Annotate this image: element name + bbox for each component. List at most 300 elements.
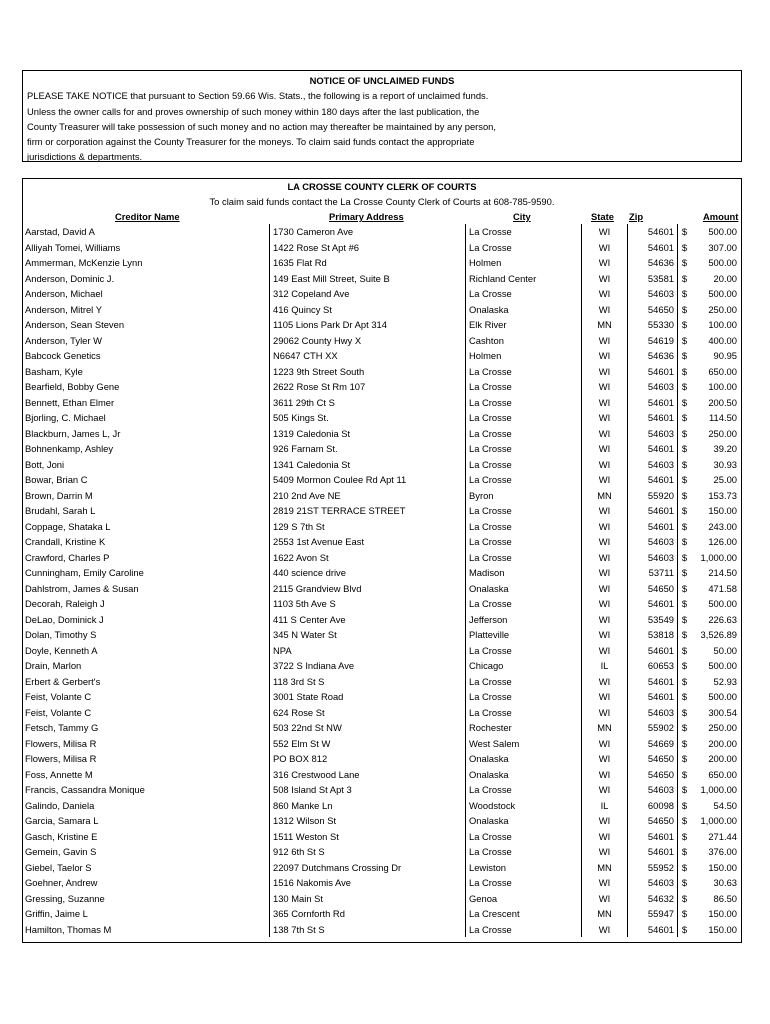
creditor-name-cell: Bohnenkamp, Ashley — [25, 443, 114, 454]
column-header-address: Primary Address — [329, 211, 404, 222]
address-cell: 3722 S Indiana Ave — [269, 658, 465, 674]
currency-symbol-cell: $ — [677, 410, 691, 426]
city-cell: La Crosse — [465, 875, 581, 891]
amount-cell: 226.63 — [708, 613, 737, 625]
zip-cell: 54601 — [627, 364, 677, 380]
currency-symbol-cell: $ — [677, 643, 691, 659]
currency-symbol-cell: $ — [677, 798, 691, 814]
table-row — [23, 441, 741, 457]
address-cell: 1730 Cameron Ave — [269, 224, 465, 240]
city-cell: Holmen — [465, 255, 581, 271]
state-cell: WI — [581, 581, 627, 597]
amount-cell: 100.00 — [708, 319, 737, 330]
column-header-amount: Amount — [703, 211, 739, 222]
currency-symbol-cell: $ — [677, 596, 691, 612]
city-cell: La Crosse — [465, 426, 581, 442]
column-header-name: Creditor Name — [115, 211, 180, 222]
amount-cell: 500.00 — [708, 257, 737, 268]
creditor-name-cell: Hamilton, Thomas M — [25, 923, 112, 935]
creditor-name-cell: Garcia, Samara L — [25, 815, 99, 826]
amount-cell: 150.00 — [708, 505, 737, 516]
zip-cell: 54601 — [627, 240, 677, 256]
zip-cell: 54601 — [627, 674, 677, 690]
amount-cell: 500.00 — [708, 226, 737, 237]
address-cell: 1223 9th Street South — [269, 364, 465, 380]
creditor-name-cell: Crandall, Kristine K — [25, 536, 106, 547]
table-row — [23, 488, 741, 504]
table-row — [23, 767, 741, 783]
zip-cell: 60098 — [627, 798, 677, 814]
city-cell: La Crosse — [465, 395, 581, 411]
amount-cell: 400.00 — [708, 334, 737, 346]
amount-cell: 243.00 — [708, 520, 737, 532]
column-header-zip: Zip — [629, 211, 644, 222]
state-cell: WI — [581, 224, 627, 240]
table-row — [23, 271, 741, 287]
address-cell: 2553 1st Avenue East — [269, 534, 465, 550]
state-cell: WI — [581, 689, 627, 705]
currency-symbol-cell: $ — [677, 472, 691, 488]
city-cell: Madison — [465, 565, 581, 581]
currency-symbol-cell: $ — [677, 612, 691, 628]
amount-cell: 52.93 — [713, 675, 737, 687]
zip-cell: 54650 — [627, 767, 677, 783]
creditor-name-cell: Alliyah Tomei, Williams — [25, 241, 121, 253]
zip-cell: 54601 — [627, 689, 677, 705]
currency-symbol-cell: $ — [677, 860, 691, 876]
creditor-name-cell: Flowers, Milisa R — [25, 737, 97, 749]
creditor-name-cell: Blackburn, James L, Jr — [25, 427, 121, 439]
city-cell: La Crosse — [465, 705, 581, 721]
state-cell: WI — [581, 627, 627, 643]
zip-cell: 55920 — [627, 488, 677, 504]
table-row — [23, 705, 741, 721]
zip-cell: 60653 — [627, 658, 677, 674]
creditor-name-cell: Cunningham, Emily Caroline — [25, 567, 144, 578]
amount-cell: 250.00 — [708, 427, 737, 439]
amount-cell: 1,000.00 — [700, 815, 737, 826]
address-cell: 130 Main St — [269, 891, 465, 907]
creditor-name-cell: Babcock Genetics — [25, 350, 101, 361]
creditor-name-cell: Crawford, Charles P — [25, 551, 110, 563]
state-cell: WI — [581, 348, 627, 364]
city-cell: La Crosse — [465, 643, 581, 659]
zip-cell: 54601 — [627, 441, 677, 457]
creditor-name-cell: Bott, Joni — [25, 458, 65, 470]
zip-cell: 54601 — [627, 922, 677, 938]
amount-cell: 90.95 — [713, 350, 737, 361]
address-cell: 1422 Rose St Apt #6 — [269, 240, 465, 256]
currency-symbol-cell: $ — [677, 240, 691, 256]
creditor-name-cell: Brown, Darrin M — [25, 489, 93, 501]
amount-cell: 214.50 — [708, 567, 737, 578]
city-cell: Byron — [465, 488, 581, 504]
amount-cell: 650.00 — [708, 768, 737, 780]
address-cell: 210 2nd Ave NE — [269, 488, 465, 504]
amount-cell: 30.93 — [713, 458, 737, 470]
currency-symbol-cell: $ — [677, 581, 691, 597]
table-row — [23, 829, 741, 845]
address-cell: 2115 Grandview Blvd — [269, 581, 465, 597]
creditor-name-cell: Bjorling, C. Michael — [25, 412, 106, 423]
table-row — [23, 286, 741, 302]
table-row — [23, 875, 741, 891]
address-cell: PO BOX 812 — [269, 751, 465, 767]
city-cell: Holmen — [465, 348, 581, 364]
state-cell: WI — [581, 705, 627, 721]
section-subtitle: To claim said funds contact the La Crosse County Clerk of Courts at 608-785-9590. — [209, 196, 555, 207]
notice-line: jurisdictions & departments. — [27, 151, 143, 163]
zip-cell: 54601 — [627, 410, 677, 426]
address-cell: 926 Farnam St. — [269, 441, 465, 457]
table-row — [23, 891, 741, 907]
city-cell: Onalaska — [465, 581, 581, 597]
creditor-name-cell: Bearfield, Bobby Gene — [25, 381, 120, 392]
amount-cell: 100.00 — [708, 381, 737, 392]
city-cell: La Crosse — [465, 534, 581, 550]
table-row — [23, 395, 741, 411]
city-cell: Richland Center — [465, 271, 581, 287]
amount-cell: 150.00 — [708, 861, 737, 873]
address-cell: 1622 Avon St — [269, 550, 465, 566]
state-cell: WI — [581, 426, 627, 442]
zip-cell: 54603 — [627, 534, 677, 550]
city-cell: La Crosse — [465, 410, 581, 426]
state-cell: WI — [581, 565, 627, 581]
city-cell: La Crosse — [465, 457, 581, 473]
table-row — [23, 255, 741, 271]
address-cell: 2622 Rose St Rm 107 — [269, 379, 465, 395]
table-row — [23, 224, 741, 240]
table-row — [23, 472, 741, 488]
state-cell: WI — [581, 736, 627, 752]
zip-cell: 54601 — [627, 643, 677, 659]
creditor-name-cell: Fetsch, Tammy G — [25, 722, 99, 733]
city-cell: Platteville — [465, 627, 581, 643]
amount-cell: 150.00 — [708, 908, 737, 919]
currency-symbol-cell: $ — [677, 503, 691, 519]
city-cell: Onalaska — [465, 767, 581, 783]
creditor-name-cell: Feist, Volante C — [25, 691, 92, 702]
creditor-name-cell: DeLao, Dominick J — [25, 613, 104, 625]
state-cell: WI — [581, 829, 627, 845]
table-row — [23, 627, 741, 643]
amount-cell: 126.00 — [708, 536, 737, 547]
address-cell: 149 East Mill Street, Suite B — [269, 271, 465, 287]
city-cell: Cashton — [465, 333, 581, 349]
table-row — [23, 550, 741, 566]
city-cell: Chicago — [465, 658, 581, 674]
creditor-name-cell: Anderson, Michael — [25, 288, 103, 299]
address-cell: 22097 Dutchmans Crossing Dr — [269, 860, 465, 876]
city-cell: La Crosse — [465, 441, 581, 457]
zip-cell: 54601 — [627, 829, 677, 845]
state-cell: MN — [581, 906, 627, 922]
city-cell: La Crosse — [465, 224, 581, 240]
creditor-name-cell: Galindo, Daniela — [25, 799, 95, 811]
zip-cell: 53818 — [627, 627, 677, 643]
table-row — [23, 581, 741, 597]
zip-cell: 54603 — [627, 286, 677, 302]
currency-symbol-cell: $ — [677, 813, 691, 829]
currency-symbol-cell: $ — [677, 348, 691, 364]
currency-symbol-cell: $ — [677, 255, 691, 271]
amount-cell: 153.73 — [708, 489, 737, 501]
currency-symbol-cell: $ — [677, 333, 691, 349]
table-row — [23, 333, 741, 349]
city-cell: Genoa — [465, 891, 581, 907]
table-row — [23, 798, 741, 814]
currency-symbol-cell: $ — [677, 705, 691, 721]
table-body — [23, 224, 741, 937]
address-cell: 138 7th St S — [269, 922, 465, 938]
currency-symbol-cell: $ — [677, 519, 691, 535]
zip-cell: 54632 — [627, 891, 677, 907]
creditor-name-cell: Bowar, Brian C — [25, 474, 88, 485]
amount-cell: 39.20 — [713, 443, 737, 454]
zip-cell: 53549 — [627, 612, 677, 628]
zip-cell: 54603 — [627, 782, 677, 798]
address-cell: 912 6th St S — [269, 844, 465, 860]
currency-symbol-cell: $ — [677, 829, 691, 845]
creditor-name-cell: Griffin, Jaime L — [25, 908, 88, 919]
city-cell: La Crosse — [465, 364, 581, 380]
currency-symbol-cell: $ — [677, 844, 691, 860]
amount-cell: 650.00 — [708, 365, 737, 377]
currency-symbol-cell: $ — [677, 426, 691, 442]
city-cell: Onalaska — [465, 813, 581, 829]
city-cell: Rochester — [465, 720, 581, 736]
table-row — [23, 565, 741, 581]
creditor-name-cell: Francis, Cassandra Monique — [25, 784, 145, 795]
column-header-state: State — [591, 211, 614, 222]
table-row — [23, 519, 741, 535]
city-cell: Lewiston — [465, 860, 581, 876]
currency-symbol-cell: $ — [677, 658, 691, 674]
currency-symbol-cell: $ — [677, 720, 691, 736]
address-cell: 3611 29th Ct S — [269, 395, 465, 411]
amount-cell: 200.00 — [708, 753, 737, 764]
currency-symbol-cell: $ — [677, 395, 691, 411]
creditor-name-cell: Dahlstrom, James & Susan — [25, 582, 139, 594]
currency-symbol-cell: $ — [677, 550, 691, 566]
table-row — [23, 457, 741, 473]
zip-cell: 54603 — [627, 379, 677, 395]
amount-cell: 376.00 — [708, 846, 737, 857]
state-cell: MN — [581, 488, 627, 504]
state-cell: WI — [581, 302, 627, 318]
city-cell: La Crosse — [465, 286, 581, 302]
state-cell: WI — [581, 333, 627, 349]
zip-cell: 54619 — [627, 333, 677, 349]
table-row — [23, 379, 741, 395]
amount-cell: 300.54 — [708, 706, 737, 718]
zip-cell: 54603 — [627, 457, 677, 473]
creditor-name-cell: Anderson, Sean Steven — [25, 319, 125, 330]
amount-cell: 250.00 — [708, 722, 737, 733]
table-row — [23, 612, 741, 628]
table-row — [23, 410, 741, 426]
state-cell: WI — [581, 612, 627, 628]
currency-symbol-cell: $ — [677, 782, 691, 798]
address-cell: 1319 Caledonia St — [269, 426, 465, 442]
amount-cell: 200.50 — [708, 396, 737, 408]
table-row — [23, 302, 741, 318]
amount-cell: 150.00 — [708, 923, 737, 935]
city-cell: La Crosse — [465, 829, 581, 845]
address-cell: 1105 Lions Park Dr Apt 314 — [269, 317, 465, 333]
zip-cell: 54601 — [627, 472, 677, 488]
section-title: LA CROSSE COUNTY CLERK OF COURTS — [287, 181, 477, 192]
city-cell: La Crosse — [465, 519, 581, 535]
state-cell: WI — [581, 472, 627, 488]
table-row — [23, 658, 741, 674]
state-cell: WI — [581, 519, 627, 535]
table-row — [23, 906, 741, 922]
state-cell: MN — [581, 720, 627, 736]
table-row — [23, 348, 741, 364]
zip-cell: 55330 — [627, 317, 677, 333]
zip-cell: 55902 — [627, 720, 677, 736]
table-row — [23, 534, 741, 550]
table-row — [23, 643, 741, 659]
amount-cell: 50.00 — [713, 644, 737, 656]
creditor-name-cell: Goehner, Andrew — [25, 877, 98, 888]
address-cell: 1516 Nakomis Ave — [269, 875, 465, 891]
city-cell: La Crosse — [465, 503, 581, 519]
amount-cell: 307.00 — [708, 241, 737, 253]
creditor-name-cell: Feist, Volante C — [25, 706, 92, 718]
creditor-name-cell: Doyle, Kenneth A — [25, 644, 98, 656]
currency-symbol-cell: $ — [677, 534, 691, 550]
zip-cell: 54603 — [627, 426, 677, 442]
currency-symbol-cell: $ — [677, 627, 691, 643]
address-cell: 411 S Center Ave — [269, 612, 465, 628]
creditor-name-cell: Decorah, Raleigh J — [25, 598, 105, 609]
amount-cell: 1,000.00 — [700, 551, 737, 563]
currency-symbol-cell: $ — [677, 364, 691, 380]
creditor-name-cell: Anderson, Tyler W — [25, 334, 102, 346]
zip-cell: 54603 — [627, 875, 677, 891]
zip-cell: 54601 — [627, 503, 677, 519]
currency-symbol-cell: $ — [677, 302, 691, 318]
address-cell: 1511 Weston St — [269, 829, 465, 845]
creditor-name-cell: Gemein, Gavin S — [25, 846, 97, 857]
clerk-of-courts-table — [22, 178, 742, 943]
zip-cell: 55947 — [627, 906, 677, 922]
zip-cell: 54603 — [627, 550, 677, 566]
currency-symbol-cell: $ — [677, 441, 691, 457]
address-cell: 5409 Mormon Coulee Rd Apt 11 — [269, 472, 465, 488]
amount-cell: 20.00 — [713, 272, 737, 284]
address-cell: 1341 Caledonia St — [269, 457, 465, 473]
city-cell: La Crosse — [465, 596, 581, 612]
amount-cell: 1,000.00 — [700, 784, 737, 795]
city-cell: La Crosse — [465, 782, 581, 798]
zip-cell: 54601 — [627, 844, 677, 860]
state-cell: WI — [581, 891, 627, 907]
address-cell: 118 3rd St S — [269, 674, 465, 690]
notice-line: firm or corporation against the County Treasurer for the moneys. To claim said funds contact the appropriate — [27, 136, 475, 148]
state-cell: WI — [581, 271, 627, 287]
amount-cell: 271.44 — [708, 830, 737, 842]
creditor-name-cell: Brudahl, Sarah L — [25, 505, 96, 516]
state-cell: MN — [581, 860, 627, 876]
state-cell: IL — [581, 658, 627, 674]
zip-cell: 54636 — [627, 255, 677, 271]
address-cell: 1635 Flat Rd — [269, 255, 465, 271]
address-cell: 1103 5th Ave S — [269, 596, 465, 612]
address-cell: 860 Manke Ln — [269, 798, 465, 814]
currency-symbol-cell: $ — [677, 736, 691, 752]
zip-cell: 54650 — [627, 302, 677, 318]
amount-cell: 250.00 — [708, 303, 737, 315]
creditor-name-cell: Bennett, Ethan Elmer — [25, 396, 115, 408]
currency-symbol-cell: $ — [677, 875, 691, 891]
amount-cell: 86.50 — [713, 892, 737, 904]
state-cell: WI — [581, 550, 627, 566]
city-cell: La Crosse — [465, 922, 581, 938]
currency-symbol-cell: $ — [677, 224, 691, 240]
notice-line: County Treasurer will take possession of such money and no action may thereafter be maintained by any person, — [27, 120, 497, 132]
table-row — [23, 426, 741, 442]
address-cell: 365 Cornforth Rd — [269, 906, 465, 922]
amount-cell: 471.58 — [708, 582, 737, 594]
state-cell: WI — [581, 364, 627, 380]
zip-cell: 54650 — [627, 581, 677, 597]
state-cell: WI — [581, 534, 627, 550]
currency-symbol-cell: $ — [677, 689, 691, 705]
city-cell: La Crosse — [465, 240, 581, 256]
currency-symbol-cell: $ — [677, 751, 691, 767]
address-cell: 316 Crestwood Lane — [269, 767, 465, 783]
zip-cell: 54603 — [627, 705, 677, 721]
state-cell: IL — [581, 798, 627, 814]
currency-symbol-cell: $ — [677, 906, 691, 922]
zip-cell: 53581 — [627, 271, 677, 287]
column-header-city: City — [513, 211, 531, 222]
table-row — [23, 860, 741, 876]
address-cell: 345 N Water St — [269, 627, 465, 643]
creditor-name-cell: Anderson, Mitrel Y — [25, 303, 102, 315]
table-row — [23, 240, 741, 256]
city-cell: Woodstock — [465, 798, 581, 814]
state-cell: WI — [581, 441, 627, 457]
table-row — [23, 813, 741, 829]
amount-cell: 500.00 — [708, 691, 737, 702]
amount-cell: 114.50 — [709, 412, 737, 423]
currency-symbol-cell: $ — [677, 271, 691, 287]
currency-symbol-cell: $ — [677, 488, 691, 504]
city-cell: La Crosse — [465, 689, 581, 705]
city-cell: Onalaska — [465, 302, 581, 318]
address-cell: 312 Copeland Ave — [269, 286, 465, 302]
amount-cell: 500.00 — [708, 288, 737, 299]
state-cell: WI — [581, 643, 627, 659]
amount-cell: 30.63 — [713, 877, 737, 888]
currency-symbol-cell: $ — [677, 767, 691, 783]
state-cell: WI — [581, 286, 627, 302]
city-cell: La Crescent — [465, 906, 581, 922]
creditor-name-cell: Anderson, Dominic J. — [25, 272, 115, 284]
currency-symbol-cell: $ — [677, 286, 691, 302]
address-cell: 440 science drive — [269, 565, 465, 581]
address-cell: 552 Elm St W — [269, 736, 465, 752]
state-cell: WI — [581, 674, 627, 690]
amount-cell: 200.00 — [708, 737, 737, 749]
zip-cell: 54601 — [627, 224, 677, 240]
state-cell: WI — [581, 922, 627, 938]
